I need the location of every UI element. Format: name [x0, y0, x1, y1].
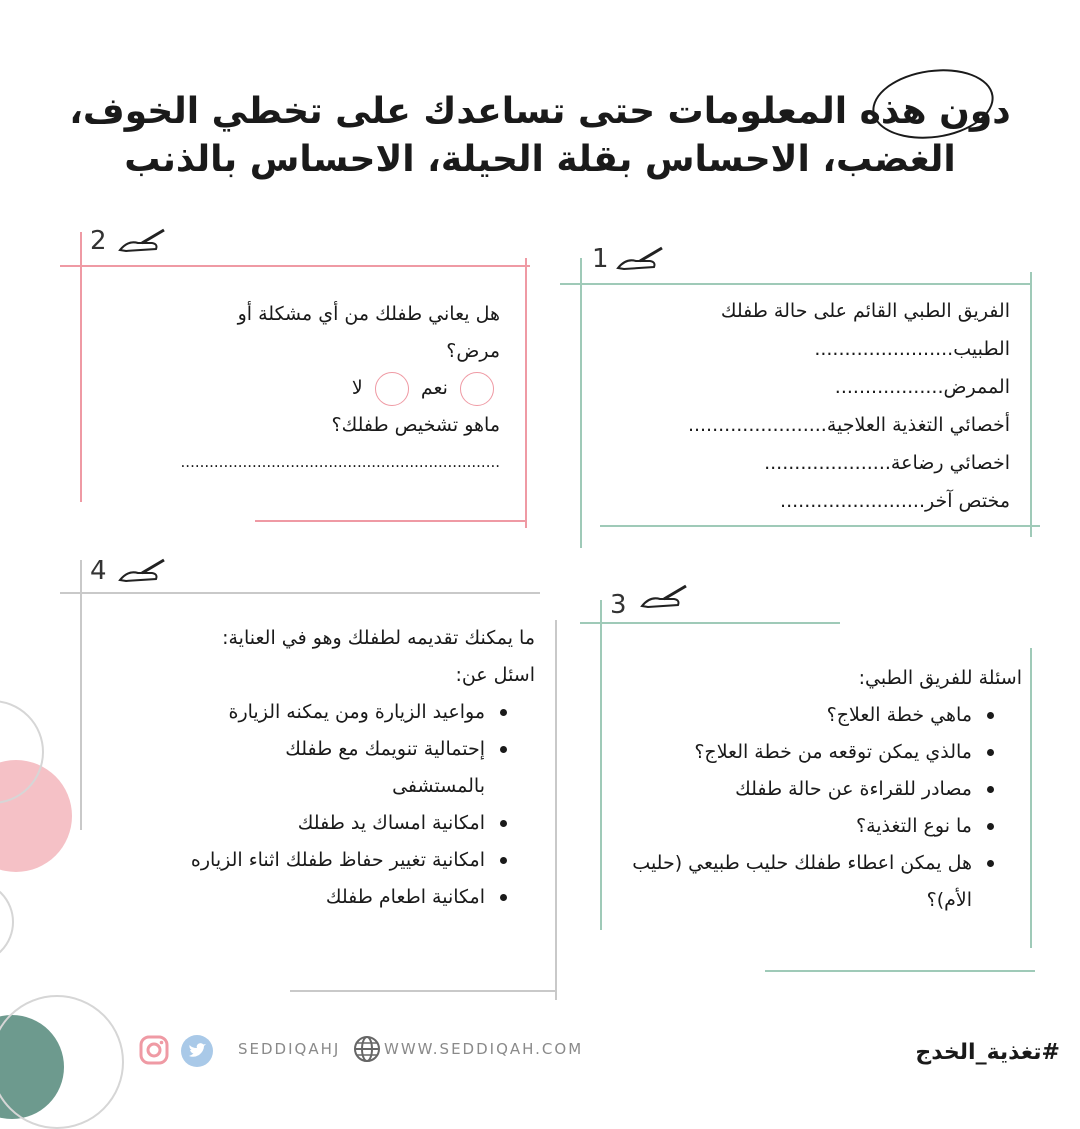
- page-title: [40, 88, 1040, 184]
- list-item: إحتمالية تنويمك مع طفلك بالمستشفى: [255, 731, 511, 805]
- writing-hand-icon: [640, 584, 690, 614]
- card2-right-line: [525, 258, 527, 528]
- card4-heading: ما يمكنك تقديمه لطفلك وهو في العناية:: [222, 627, 535, 649]
- card1-heading: الفريق الطبي القائم على حالة طفلك: [720, 300, 1010, 322]
- card2-left-line: [80, 232, 82, 502]
- yes-label: نعم: [420, 377, 448, 399]
- card2-options: [100, 370, 500, 407]
- social-handle[interactable]: SEDDIQAHJ: [238, 1040, 341, 1058]
- card1-right-line: [1030, 272, 1032, 537]
- gray-ring-decor-2: [0, 880, 14, 964]
- title-line-1: دون هذه المعلومات حتى تساعدك على تخطي الخوف،: [69, 91, 1011, 132]
- card4-bottom-line: [290, 990, 555, 992]
- card3-bottom-line: [765, 970, 1035, 972]
- globe-icon: [352, 1034, 384, 1066]
- card4-top-line: [60, 592, 540, 594]
- card1-bottom-line: [600, 525, 1040, 527]
- website-link[interactable]: WWW.SEDDIQAH.COM: [384, 1040, 584, 1058]
- yes-radio[interactable]: [460, 372, 494, 406]
- no-radio[interactable]: [375, 372, 409, 406]
- card4-content: [115, 620, 535, 916]
- title-line-2: الغضب، الاحساس بقلة الحيلة، الاحساس بالذنب: [124, 139, 956, 180]
- instagram-icon[interactable]: [138, 1034, 170, 1066]
- card1-doctor-row: الطبيب.......................: [814, 338, 1010, 360]
- card1-number: 1: [592, 244, 609, 274]
- card3-top-line: [580, 622, 840, 624]
- list-item: مالذي يمكن توقعه من خطة العلاج؟: [602, 734, 998, 771]
- card2-bottom-line: [255, 520, 525, 522]
- list-item: امكانية تغيير حفاظ طفلك اثناء الزياره: [115, 842, 511, 879]
- card1-other-row: مختص آخر........................: [780, 490, 1010, 512]
- card4-right-line: [555, 620, 557, 1000]
- list-item: ما نوع التغذية؟: [602, 808, 998, 845]
- twitter-icon[interactable]: [180, 1034, 212, 1066]
- list-item: هل يمكن اعطاء طفلك حليب طبيعي (حليب الأم)؟: [612, 845, 998, 919]
- list-item: ماهي خطة العلاج؟: [602, 697, 998, 734]
- card3-right-line: [1030, 648, 1032, 948]
- card2-number: 2: [90, 226, 107, 256]
- no-label: لا: [351, 377, 363, 399]
- card1-nutrition-row: أخصائي التغذية العلاجية.......................: [687, 414, 1010, 436]
- list-item: مواعيد الزيارة ومن يمكنه الزيارة: [115, 694, 511, 731]
- card3-list: [602, 697, 1022, 919]
- card1-nurse-row: الممرض..................: [834, 376, 1010, 398]
- list-item: مصادر للقراءة عن حالة طفلك: [602, 771, 998, 808]
- card2-top-line: [60, 265, 530, 267]
- card2-question-end: مرض؟: [446, 340, 500, 362]
- card3-heading: اسئلة للفريق الطبي:: [858, 667, 1022, 689]
- writing-hand-icon: [118, 228, 168, 258]
- card2-question: هل يعاني طفلك من أي مشكلة أو: [237, 303, 500, 325]
- card3-number: 3: [610, 590, 627, 620]
- list-item: امكانية امساك يد طفلك: [115, 805, 511, 842]
- card2-content: [100, 296, 500, 481]
- card4-number: 4: [90, 556, 107, 586]
- card3-content: [602, 660, 1022, 919]
- card1-top-line: [560, 283, 1030, 285]
- card4-list: [115, 694, 535, 916]
- writing-hand-icon: [616, 246, 666, 276]
- gray-ring-decor-3: [0, 995, 124, 1129]
- card2-diagnosis-question: ماهو تشخيص طفلك؟: [331, 414, 500, 436]
- card4-left-line: [80, 560, 82, 830]
- writing-hand-icon: [118, 558, 168, 588]
- list-item: امكانية اطعام طفلك: [115, 879, 511, 916]
- card1-content: [570, 292, 1010, 520]
- card1-lactation-row: اخصائي رضاعة.....................: [764, 452, 1010, 474]
- card2-answer-line: ...................................................................: [180, 453, 500, 471]
- hashtag: #تغذية_الخدج: [915, 1040, 1060, 1065]
- card4-subheading: اسئل عن:: [455, 664, 535, 686]
